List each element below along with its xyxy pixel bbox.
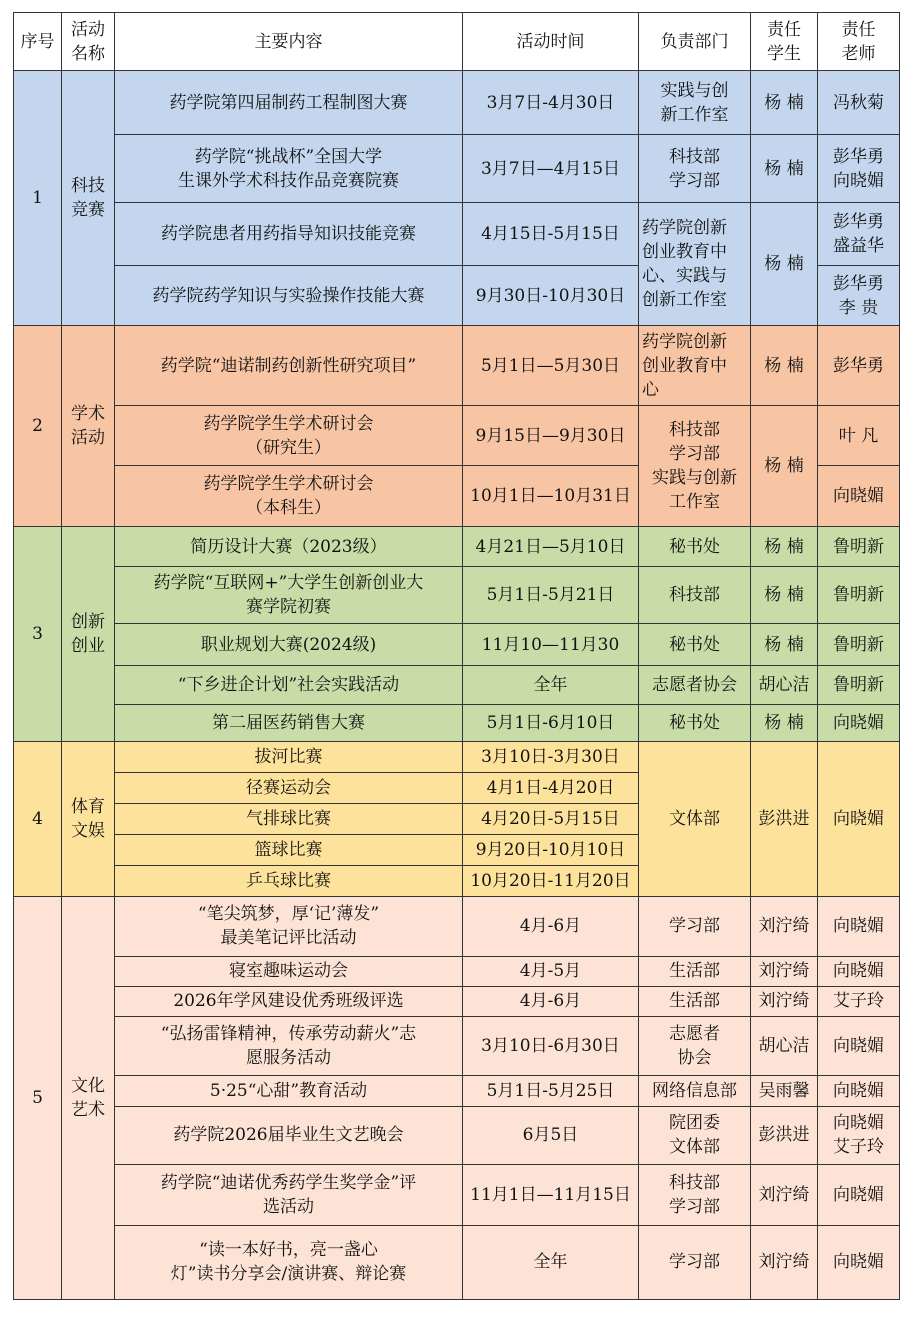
dept-cell: 生活部 [639,956,751,986]
teacher-cell: 鲁明新 [818,624,900,666]
time-cell: 11月1日—11月15日 [463,1164,639,1225]
dept-cell: 实践与创 新工作室 [639,71,751,135]
content-cell: 药学院学生学术研讨会 （本科生） [115,466,463,527]
content-cell: 药学院学生学术研讨会 （研究生） [115,406,463,466]
group-number: 2 [14,326,62,527]
dept-cell: 网络信息部 [639,1075,751,1106]
teacher-cell: 冯秋菊 [818,71,900,135]
teacher-cell: 向晓媚 [818,1164,900,1225]
content-cell: 药学院患者用药指导知识技能竞赛 [115,203,463,266]
group-1 [14,71,900,326]
group-name: 学术 活动 [62,326,115,527]
time-cell: 5月1日—5月30日 [463,326,639,406]
table-row [14,896,900,956]
time-cell: 3月7日-4月30日 [463,71,639,135]
teacher-cell: 彭华勇 盛益华 [818,203,900,266]
group-3 [14,527,900,741]
student-cell: 胡心洁 [751,1016,818,1075]
time-cell: 4月-6月 [463,986,639,1016]
content-cell: 气排球比赛 [115,803,463,834]
table-row [14,326,900,406]
teacher-cell: 鲁明新 [818,666,900,705]
student-cell: 彭洪进 [751,741,818,896]
teacher-cell: 向晓媚 [818,741,900,896]
group-name: 科技 竞赛 [62,71,115,326]
student-cell: 刘泞绮 [751,1164,818,1225]
time-cell: 9月20日-10月10日 [463,834,639,865]
time-cell: 全年 [463,666,639,705]
table-row [14,203,900,266]
student-cell: 胡心洁 [751,666,818,705]
header-content: 主要内容 [115,13,463,71]
content-cell: 拔河比赛 [115,741,463,772]
student-cell: 杨 楠 [751,624,818,666]
teacher-cell: 彭华勇 李 贵 [818,266,900,326]
dept-cell: 学习部 [639,1225,751,1299]
content-cell: 药学院药学知识与实验操作技能大赛 [115,266,463,326]
time-cell: 4月21日—5月10日 [463,527,639,567]
time-cell: 10月1日—10月31日 [463,466,639,527]
content-cell: “笔尖筑梦，厚‘记’薄发” 最美笔记评比活动 [115,896,463,956]
dept-cell: 科技部 学习部 [639,1164,751,1225]
student-cell: 刘泞绮 [751,956,818,986]
time-cell: 5月1日-5月21日 [463,567,639,624]
teacher-cell: 彭华勇 [818,326,900,406]
teacher-cell: 向晓媚 [818,956,900,986]
table-row [14,666,900,705]
group-number: 4 [14,741,62,896]
group-name: 体育 文娱 [62,741,115,896]
content-cell: “下乡进企计划”社会实践活动 [115,666,463,705]
dept-cell: 志愿者 协会 [639,1016,751,1075]
teacher-cell: 鲁明新 [818,567,900,624]
student-cell: 杨 楠 [751,71,818,135]
teacher-cell: 向晓媚 艾子玲 [818,1106,900,1164]
activity-schedule-table [13,12,900,1300]
time-cell: 3月10日-3月30日 [463,741,639,772]
teacher-cell: 彭华勇 向晓媚 [818,135,900,203]
dept-cell: 生活部 [639,986,751,1016]
student-cell: 杨 楠 [751,203,818,326]
student-cell: 彭洪进 [751,1106,818,1164]
header-activity-name: 活动 名称 [62,13,115,71]
teacher-cell: 向晓媚 [818,1225,900,1299]
group-name: 创新 创业 [62,527,115,741]
time-cell: 11月10—11月30 [463,624,639,666]
student-cell: 杨 楠 [751,527,818,567]
dept-cell: 秘书处 [639,705,751,741]
time-cell: 6月5日 [463,1106,639,1164]
time-cell: 9月15日—9月30日 [463,406,639,466]
dept-cell: 学习部 [639,896,751,956]
time-cell: 3月10日-6月30日 [463,1016,639,1075]
dept-cell: 药学院创新 创业教育中 心 [639,326,751,406]
table-row [14,1075,900,1106]
content-cell: 径赛运动会 [115,772,463,803]
time-cell: 4月-5月 [463,956,639,986]
group-2 [14,326,900,527]
table-row [14,741,900,772]
student-cell: 刘泞绮 [751,1225,818,1299]
teacher-cell: 艾子玲 [818,986,900,1016]
dept-cell: 科技部 学习部 实践与创新 工作室 [639,406,751,527]
table-row [14,71,900,135]
group-number: 5 [14,896,62,1299]
time-cell: 9月30日-10月30日 [463,266,639,326]
table-row [14,527,900,567]
header-dept: 负责部门 [639,13,751,71]
dept-cell: 科技部 学习部 [639,135,751,203]
content-cell: 职业规划大赛(2024级) [115,624,463,666]
time-cell: 4月20日-5月15日 [463,803,639,834]
time-cell: 4月-6月 [463,896,639,956]
header-no: 序号 [14,13,62,71]
time-cell: 5月1日-5月25日 [463,1075,639,1106]
teacher-cell: 向晓媚 [818,705,900,741]
table-row [14,624,900,666]
content-cell: “弘扬雷锋精神，传承劳动薪火”志 愿服务活动 [115,1016,463,1075]
content-cell: 乒乓球比赛 [115,865,463,896]
header-row [14,13,900,71]
teacher-cell: 鲁明新 [818,527,900,567]
teacher-cell: 叶 凡 [818,406,900,466]
header-time: 活动时间 [463,13,639,71]
group-5 [14,896,900,1299]
table-row [14,406,900,466]
content-cell: 药学院“挑战杯”全国大学 生课外学术科技作品竞赛院赛 [115,135,463,203]
dept-cell: 秘书处 [639,624,751,666]
time-cell: 3月7日—4月15日 [463,135,639,203]
content-cell: 寝室趣味运动会 [115,956,463,986]
dept-cell: 药学院创新 创业教育中 心、实践与 创新工作室 [639,203,751,326]
time-cell: 10月20日-11月20日 [463,865,639,896]
content-cell: 药学院“迪诺制药创新性研究项目” [115,326,463,406]
student-cell: 杨 楠 [751,406,818,527]
content-cell: 5·25“心甜”教育活动 [115,1075,463,1106]
content-cell: 2026年学风建设优秀班级评选 [115,986,463,1016]
student-cell: 杨 楠 [751,567,818,624]
header-teacher: 责任 老师 [818,13,900,71]
group-number: 1 [14,71,62,326]
teacher-cell: 向晓媚 [818,896,900,956]
teacher-cell: 向晓媚 [818,1016,900,1075]
content-cell: 药学院“迪诺优秀药学生奖学金”评 选活动 [115,1164,463,1225]
content-cell: “读一本好书，亮一盏心 灯”读书分享会/演讲赛、辩论赛 [115,1225,463,1299]
student-cell: 杨 楠 [751,326,818,406]
table-row [14,1106,900,1164]
content-cell: 简历设计大赛（2023级） [115,527,463,567]
table-row [14,705,900,741]
time-cell: 5月1日-6月10日 [463,705,639,741]
dept-cell: 院团委 文体部 [639,1106,751,1164]
table-row [14,1016,900,1075]
content-cell: 药学院第四届制药工程制图大赛 [115,71,463,135]
table-row [14,956,900,986]
table-row [14,986,900,1016]
student-cell: 杨 楠 [751,135,818,203]
time-cell: 4月15日-5月15日 [463,203,639,266]
time-cell: 4月1日-4月20日 [463,772,639,803]
dept-cell: 文体部 [639,741,751,896]
student-cell: 刘泞绮 [751,896,818,956]
dept-cell: 科技部 [639,567,751,624]
student-cell: 吴雨馨 [751,1075,818,1106]
teacher-cell: 向晓媚 [818,1075,900,1106]
time-cell: 全年 [463,1225,639,1299]
group-name: 文化 艺术 [62,896,115,1299]
table-row [14,567,900,624]
content-cell: 篮球比赛 [115,834,463,865]
group-number: 3 [14,527,62,741]
table-row [14,1225,900,1299]
content-cell: 药学院“互联网+”大学生创新创业大 赛学院初赛 [115,567,463,624]
content-cell: 药学院2026届毕业生文艺晚会 [115,1106,463,1164]
header-student: 责任 学生 [751,13,818,71]
content-cell: 第二届医药销售大赛 [115,705,463,741]
student-cell: 杨 楠 [751,705,818,741]
student-cell: 刘泞绮 [751,986,818,1016]
table-row [14,1164,900,1225]
table-row [14,135,900,203]
teacher-cell: 向晓媚 [818,466,900,527]
dept-cell: 秘书处 [639,527,751,567]
dept-cell: 志愿者协会 [639,666,751,705]
group-4 [14,741,900,896]
